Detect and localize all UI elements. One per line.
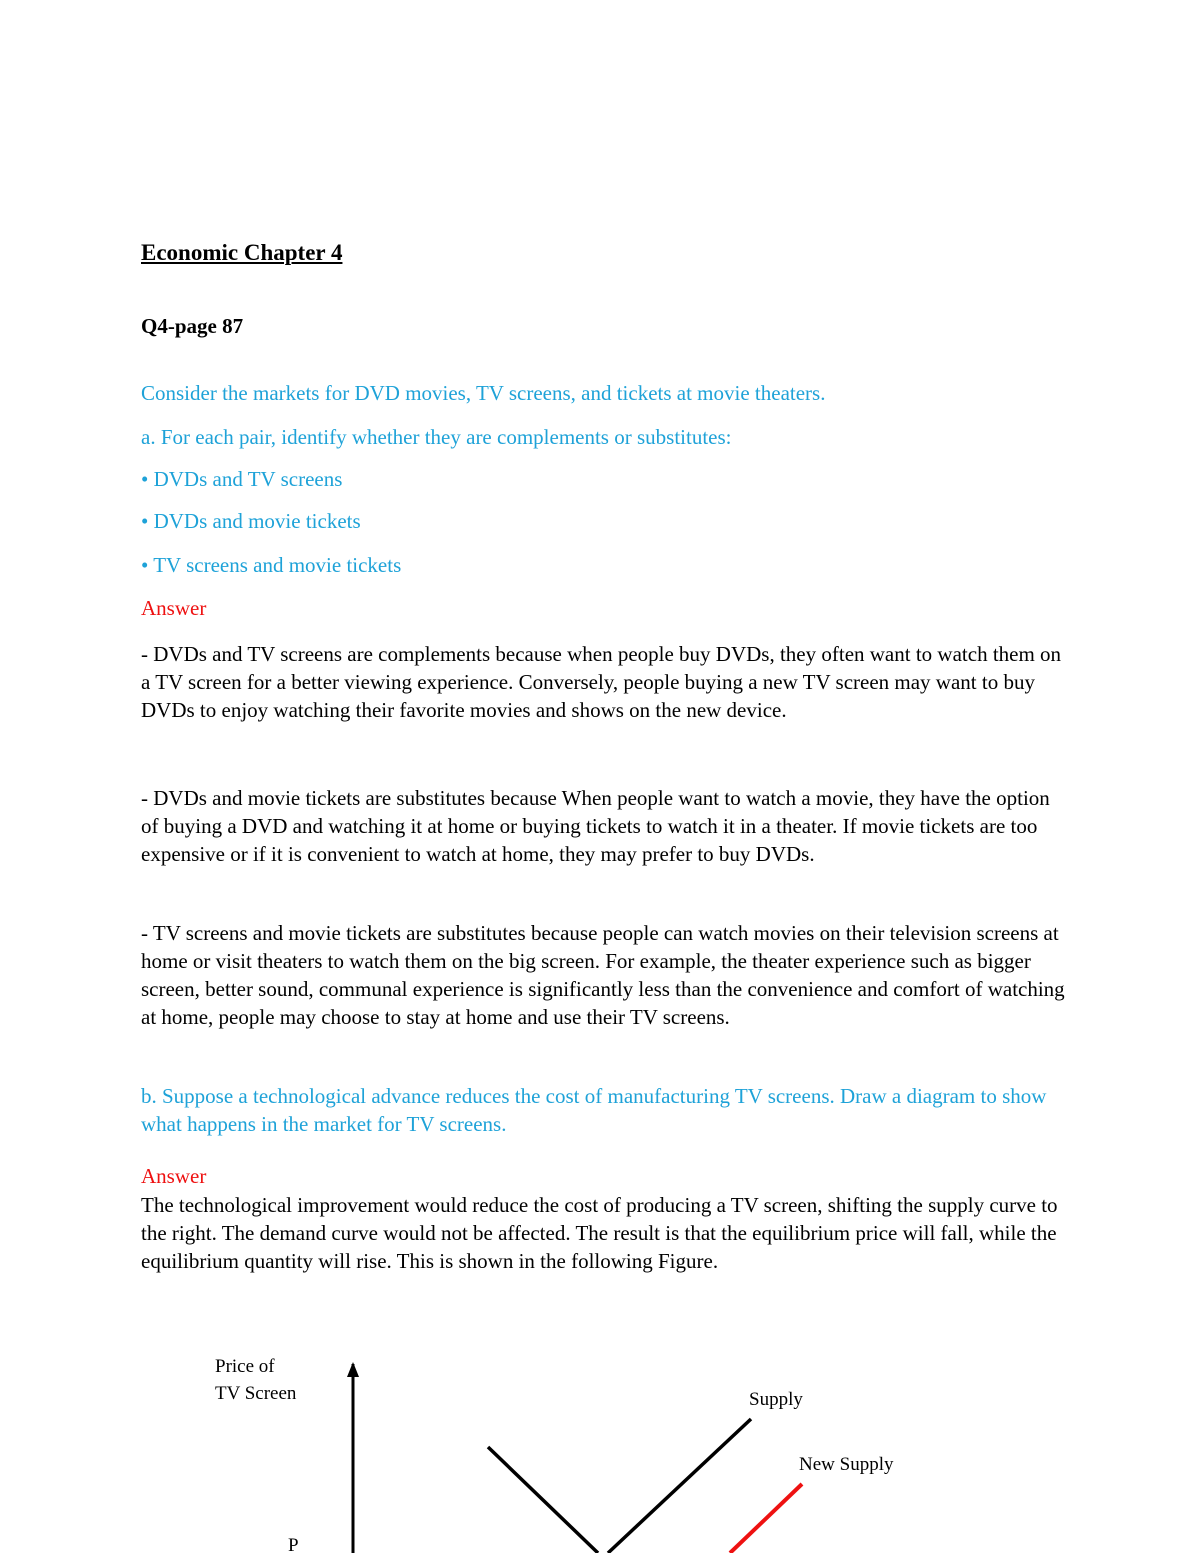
answer-paragraph: - DVDs and movie tickets are substitutes because When people want to watch a movie, they have the option of buying a DVD and watching it at home or buying tickets to watch it in a theater. If movie tickets are too expensive or if it is convenient to watch at home, they may prefer to buy DVDs. bbox=[141, 786, 1050, 866]
price-label: P bbox=[288, 1535, 299, 1553]
y-axis-label: Price of bbox=[215, 1356, 275, 1377]
y-axis-label: TV Screen bbox=[215, 1383, 297, 1404]
answer-paragraph: The technological improvement would reduce the cost of producing a TV screen, shifting the supply curve to the right. The demand curve would not be affected. The result is that the equilibrium price will fall, while the equilibrium quantity will rise. This is shown in the following Figure. bbox=[141, 1193, 1058, 1273]
bullet-item: • TV screens and movie tickets bbox=[141, 553, 402, 577]
bullet-item: • DVDs and movie tickets bbox=[141, 509, 361, 533]
answer-paragraph: - DVDs and TV screens are complements because when people buy DVDs, they often want to watch them on a TV screen for a better viewing experience. Conversely, people buying a new TV screen may want to buy DVDs to enjoy watching their favorite movies and shows on the new device. bbox=[141, 642, 1062, 722]
answer-paragraph: - TV screens and movie tickets are substitutes because people can watch movies on their television screens at home or visit theaters to watch them on the big screen. For example, the theater experience such as bigger screen, better sound, communal experience is significantly less than the convenience and comfort of watching at home, people may choose to stay at home and use their TV screens. bbox=[141, 921, 1065, 1029]
part-a-prompt: a. For each pair, identify whether they are complements or substitutes: bbox=[141, 425, 732, 449]
question-prompt: Consider the markets for DVD movies, TV screens, and tickets at movie theaters. bbox=[141, 381, 826, 405]
demand-curve bbox=[488, 1447, 598, 1553]
part-b-prompt: b. Suppose a technological advance reduces the cost of manufacturing TV screens. Draw a diagram to show what happens in the market for TV screens. bbox=[141, 1084, 1047, 1136]
arrow-up-icon bbox=[347, 1362, 359, 1377]
supply-curve bbox=[608, 1419, 751, 1553]
new-supply-curve bbox=[730, 1484, 802, 1553]
answer-label: Answer bbox=[141, 1164, 207, 1188]
question-reference: Q4-page 87 bbox=[141, 314, 244, 338]
new-supply-label: New Supply bbox=[799, 1454, 894, 1475]
supply-label: Supply bbox=[749, 1389, 803, 1410]
page-title: Economic Chapter 4 bbox=[141, 240, 343, 265]
answer-label: Answer bbox=[141, 596, 207, 620]
bullet-item: • DVDs and TV screens bbox=[141, 467, 343, 491]
